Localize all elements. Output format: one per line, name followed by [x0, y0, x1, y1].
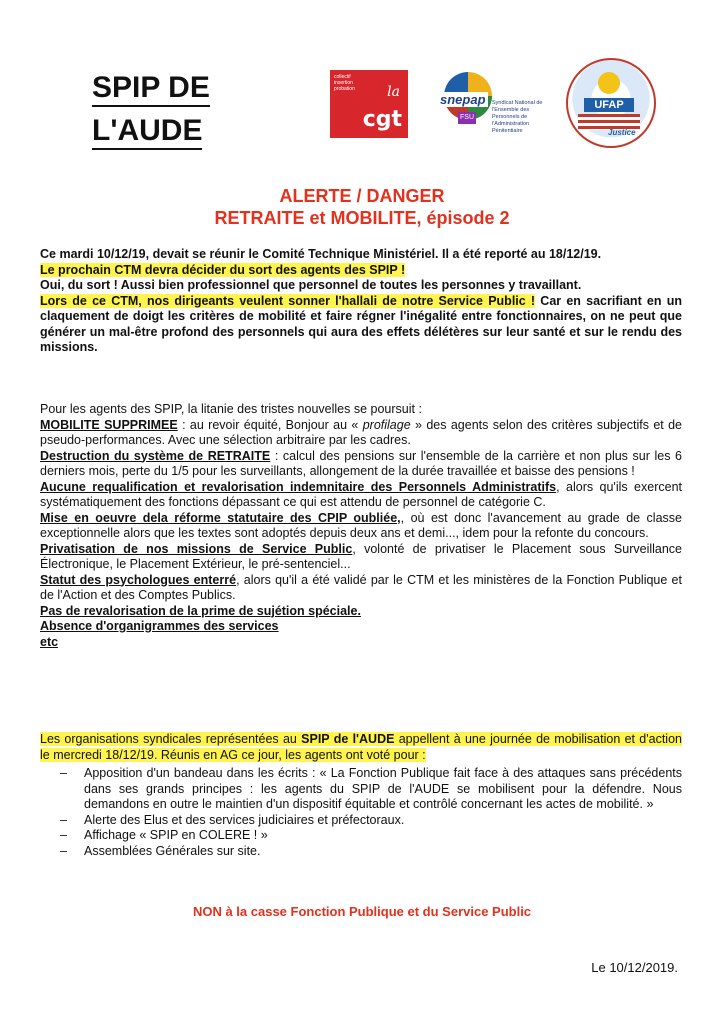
call-to-action: Les organisations syndicales représentées au SPIP de l'AUDE appellent à une journée de mobilisation et d'action le mercredi 18/12/19. Réunis en AG ce jour, les agents ont voté pour : — [40, 732, 682, 762]
list-item: Statut des psychologues enterré, alors qu'il a été validé par le CTM et les ministères de la Fonction Publique et de l'Action et des Comptes Publics. — [40, 572, 682, 602]
list-item: Destruction du système de RETRAITE : calcul des pensions sur l'ensemble de la carrière et non plus sur les 6 derniers mois, perte du 1/5 pour les surveillants, allongement de la durée travaillée et baisse des pensions ! — [40, 448, 683, 478]
list-item: – Affichage « SPIP en COLERE ! » — [60, 828, 268, 842]
title-line-2: L'AUDE — [92, 114, 202, 150]
alert-subtitle: RETRAITE et MOBILITE, épisode 2 — [214, 208, 510, 228]
ufap-logo: UFAP Justice — [560, 54, 658, 148]
vote-list — [60, 766, 682, 859]
intro-section: Ce mardi 10/12/19, devait se réunir le Comité Technique Ministériel. Il a été reporté au 18/12/19. Le prochain CTM devra décider du sort des agents des SPIP ! Oui, du sort ! Aussi bien professionnel que personnel de toutes les personnes y travaillant. Lors de ce CTM, nos dirigeants veulent sonner l'hallali de notre Service Public ! Car en sacrifiant en un claquement de doigt les critères de mobilité et faire régner l'inégalité entre fonctionnaires, on ne peut que générer un mal-être profond des personnels qui aura des effets délétères sur leur santé et sur le rendu des missions. — [40, 247, 682, 354]
intro-paragraph: Oui, du sort ! Aussi bien professionnel que personnel de toutes les personnes y travaillant. — [40, 278, 582, 292]
list-item: Pas de revalorisation de la prime de sujétion spéciale. — [40, 603, 361, 618]
intro-paragraph: Ce mardi 10/12/19, devait se réunir le Comité Technique Ministériel. Il a été reporté au 18/12/19. — [40, 247, 602, 261]
list-item: Absence d'organigrammes des services — [40, 619, 279, 633]
list-item: – Apposition d'un bandeau dans les écrits : « La Fonction Publique fait face à des attaques sans précédents dans ses grands principes : les agents du SPIP de l'AUDE se mobilisent pour la défendre. Nous demandons en outre le maintien d'un dispositif équitable et contrôlé concernant les actes de mobilité. » — [60, 766, 682, 811]
list-item: MOBILITE SUPPRIMEE : au revoir équité, Bonjour au « profilage » des agents selon des critères subjectifs et de pseudo-performances. Avec une sélection arbitraire par les cadres. — [40, 417, 683, 447]
list-item: Privatisation de nos missions de Service Public, volonté de privatiser le Placement sous Surveillance Électronique, le Placement Extérieur, le pré-sentenciel... — [40, 541, 683, 571]
list-lead: Pour les agents des SPIP, la litanie des tristes nouvelles se poursuit : — [40, 402, 422, 416]
document-date: Le 10/12/2019. — [591, 960, 678, 975]
cgt-logo: collectif insertion probation la cgt — [330, 70, 408, 138]
page-title — [92, 68, 262, 154]
list-item: – Assemblées Générales sur site. — [60, 843, 261, 858]
ctm-highlight: Le prochain CTM devra décider du sort des agents des SPIP ! — [40, 262, 406, 277]
sun-icon — [598, 72, 620, 94]
alert-title: ALERTE / DANGER — [279, 186, 445, 206]
spip-aude-highlight: SPIP de l'AUDE — [301, 732, 395, 746]
list-item: etc — [40, 634, 59, 649]
snepap-logo: snepap FSU Syndicat National de l'Ensemble des Personnels de l'Administration Pénitentiaire — [438, 70, 548, 138]
list-item: – Alerte des Elus et des services judiciaires et préfectoraux. — [60, 812, 405, 827]
list-item: Mise en oeuvre dela réforme statutaire des CPIP oubliée,, où est donc l'avancement au grade de classe exceptionnelle alors que les textes sont adoptés depuis deux ans et demi..., idem pour la refonte du concours. — [40, 510, 682, 540]
list-item: Aucune requalification et revalorisation indemnitaire des Personnels Administratifs, alors qu'ils exercent systématiquement des fonctions dépassant ce qui est attendu de personnel de catégorie C. — [40, 479, 682, 509]
hallali-highlight: Lors de ce CTM, nos dirigeants veulent sonner l'hallali de notre Service Public ! — [40, 293, 536, 308]
grievance-list — [40, 402, 682, 650]
closing-slogan: NON à la casse Fonction Publique et du Service Public — [192, 904, 532, 919]
title-line-1: SPIP DE — [92, 71, 210, 107]
